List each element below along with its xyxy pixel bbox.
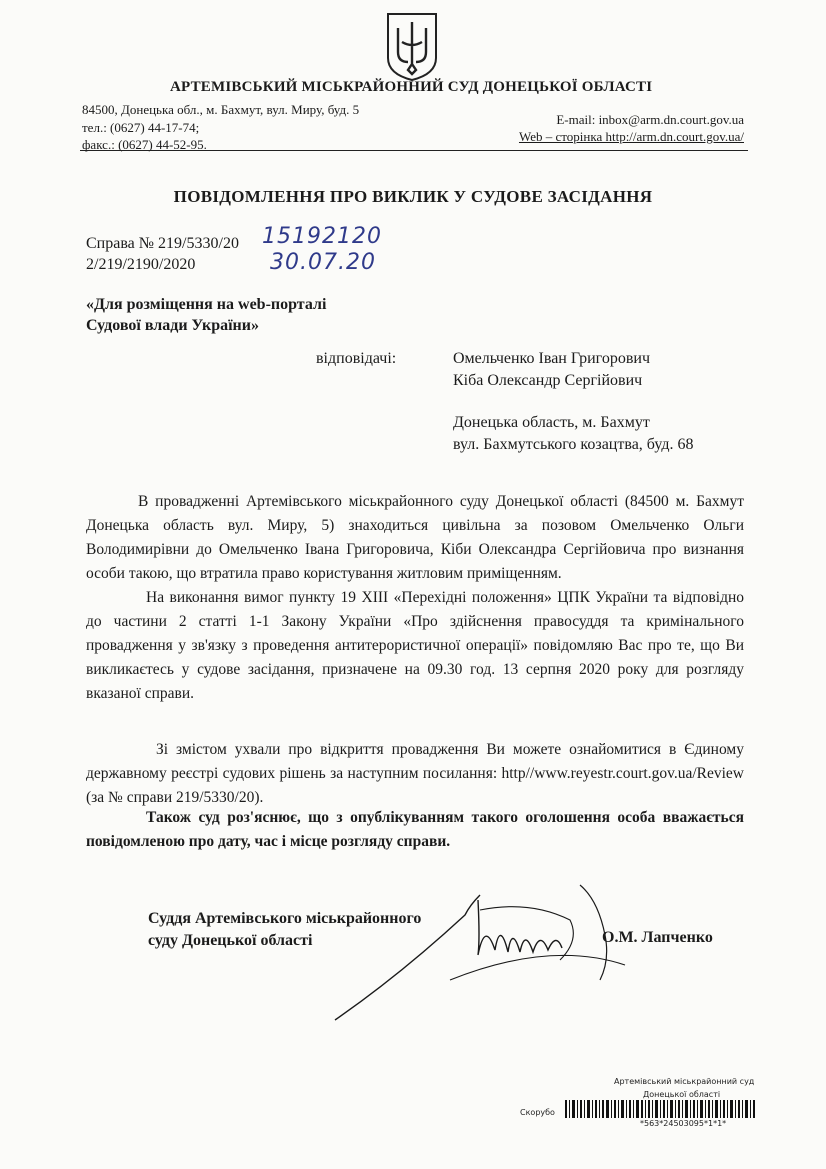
respondent-address-line2: вул. Бахмутського козацтва, буд. 68 [453, 436, 694, 453]
court-phone: тел.: (0627) 44-17-74; [82, 120, 200, 135]
respondent-address-line1: Донецька область, м. Бахмут [453, 414, 650, 431]
case-number-secondary: 2/219/2190/2020 [86, 256, 196, 273]
paragraph-clarification: Також суд роз'яснює, що з опублікуванням такого оголошення особа вважається повідомленою про дату, час і місце розгляду справи. [86, 809, 744, 850]
portal-note-line2: Судової влади України» [86, 317, 259, 334]
trident-emblem-icon [384, 12, 440, 82]
handwritten-signature-icon [330, 880, 630, 1025]
paragraph-proceedings: В провадженні Артемівського міськрайонного суду Донецької області (84500 м. Бахмут Донецька область вул. Миру, 5) знаходиться цивільна за позовом Омельченко Ольги Володимирівни до Омельченко Івана Григоровича, Кіби Олександра Сергійовича про визнання особи такою, що втратила право користування житловим приміщенням. [86, 493, 744, 582]
body-text [86, 490, 744, 706]
handwritten-registration-number: 15192120 [262, 224, 382, 249]
signature-position-line1: Суддя Артемівського міськрайонного [148, 910, 422, 927]
respondent-name-2: Кіба Олександр Сергійович [453, 372, 643, 389]
court-website: Web – сторінка http://arm.dn.court.gov.ua/ [518, 129, 744, 144]
paragraph-summons: На виконання вимог пункту 19 XIII «Перехідні положення» ЦПК України та відповідно до частини 2 статті 1-1 Закону України «Про здійснення правосуддя та кримінального провадження у зв'язку з проведення антитерористичної операції» повідомляю Вас про те, що Ви викликаєтесь у судове засідання, призначене на 09.30 год. 13 серпня 2020 року для розгляду вказаної справи. [86, 589, 744, 702]
document-title: ПОВІДОМЛЕННЯ ПРО ВИКЛИК У СУДОВЕ ЗАСІДАННЯ [173, 187, 653, 206]
paragraph-registry: Зі змістом ухвали про відкриття провадження Ви можете ознайомитися в Єдиному державному реєстрі судових рішень за наступним посилання: http//www.reyestr.court.gov.ua/Review (за № справи 219/5330/20). [86, 741, 744, 806]
portal-note-line1: «Для розміщення на web-порталі [86, 296, 327, 313]
respondents-label: відповідачі: [316, 350, 397, 367]
judge-name: О.М. Лапченко [602, 929, 713, 946]
court-email: E-mail: inbox@arm.dn.court.gov.ua [556, 112, 744, 127]
stamp-scanner-label: Скорубо [520, 1108, 555, 1117]
handwritten-registration-date: 30.07.20 [270, 250, 376, 275]
court-address: 84500, Донецька обл., м. Бахмут, вул. Миру, буд. 5 [82, 102, 360, 117]
barcode-icon [565, 1100, 755, 1118]
stamp-region: Донецької області [643, 1090, 721, 1099]
stamp-court-name: Артемівський міськрайонний суд [614, 1077, 755, 1086]
court-name: АРТЕМІВСЬКИЙ МІСЬКРАЙОННИЙ СУД ДОНЕЦЬКОЇ ОБЛАСТІ [170, 79, 653, 95]
case-number: Справа № 219/5330/20 [86, 235, 239, 252]
respondent-name-1: Омельченко Іван Григорович [453, 350, 650, 367]
body-text-registry [86, 738, 744, 810]
stamp-barcode-number: *563*24503095*1*1* [640, 1119, 727, 1128]
body-text-clarification [86, 806, 744, 854]
signature-position-line2: суду Донецької області [148, 932, 313, 949]
header-divider [80, 150, 748, 151]
court-fax: факс.: (0627) 44-52-95. [82, 137, 207, 152]
